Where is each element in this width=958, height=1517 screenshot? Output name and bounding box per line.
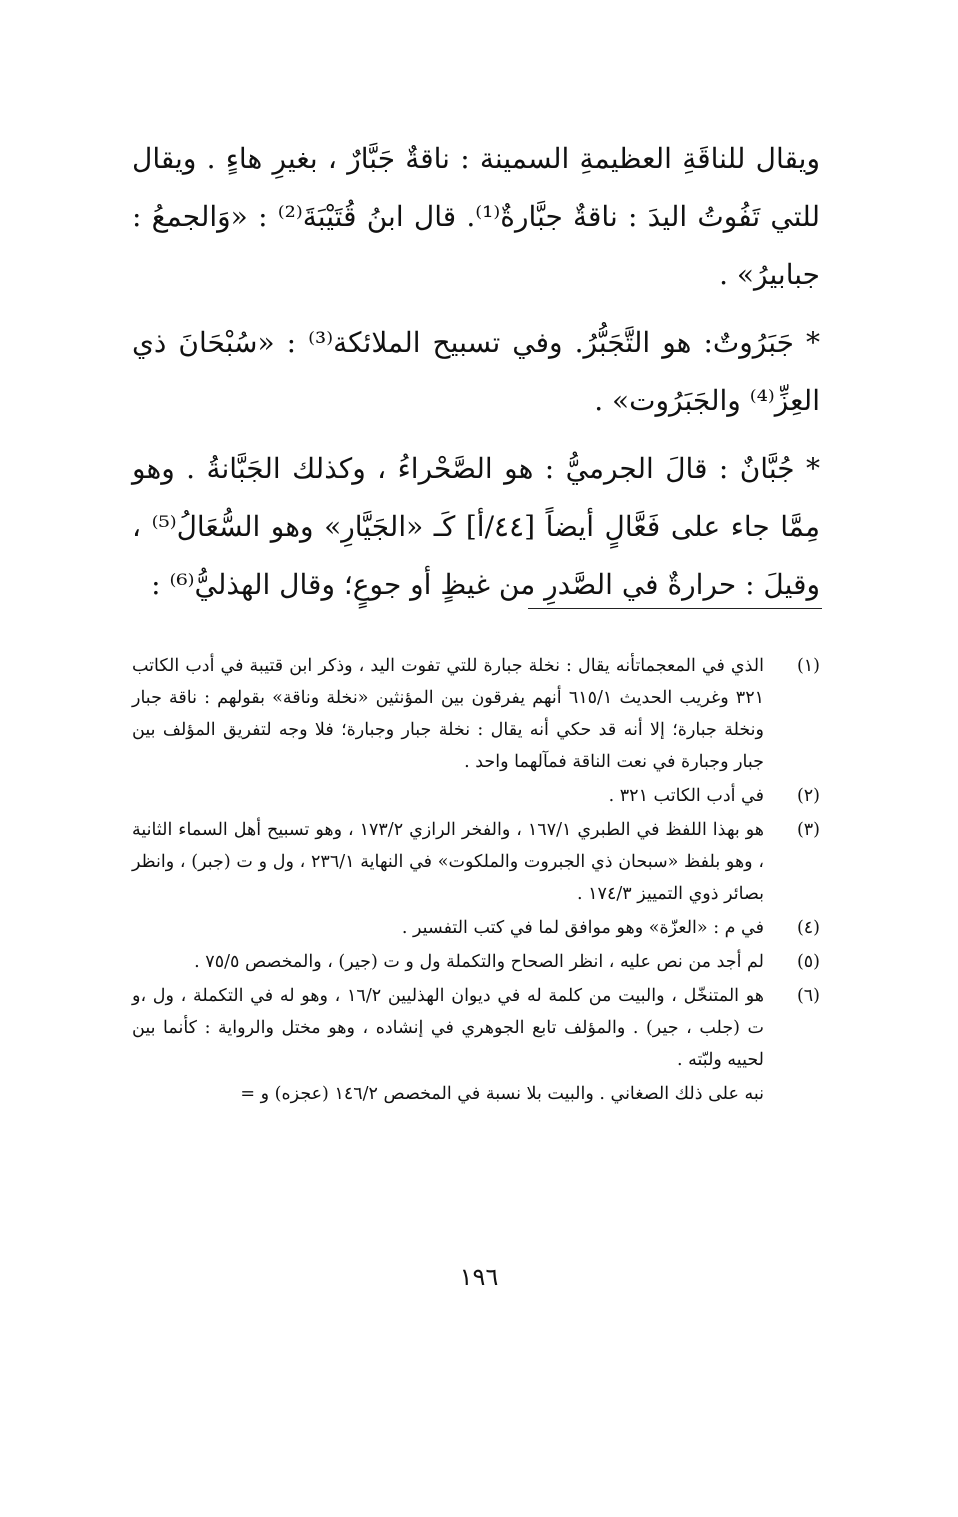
paragraph-jabbar: ويقال للناقَةِ العظيمةِ السمينة : ناقةٌ جَبَّارٌ ، بغيرِ هاءٍ . ويقال للتي تَفُوتُ اليدَ : ناقةٌ جبَّارةٌ⁽¹⁾. قال ابنُ قُتَيْبَةَ⁽²⁾ : «وَالجمعُ : جبابيرُ» . (132, 142, 821, 291)
footnote-number: (٤) (796, 918, 820, 938)
footnote (132, 650, 820, 778)
footnotes (132, 650, 820, 1112)
footnote (132, 946, 820, 978)
footnote-text: هو بهذا اللفظ في الطبري ١٦٧/١ ، والفخر الرازي ١٧٣/٢ ، وهو تسبيح أهل السماء الثانية ، وهو بلفظ «سبحان ذي الجبروت والملكوت» في النهاية ٢٣٦/١ ، ول و ت (جبر) ، وانظر بصائر ذوي التمييز ١٧٤/٣ . (132, 820, 764, 904)
footnote-text: في أدب الكاتب ٣٢١ . (608, 786, 764, 806)
page-number: ١٩٦ (459, 1263, 499, 1291)
footnote-continuation (132, 1078, 820, 1110)
footnote-number: (٦) (796, 986, 820, 1006)
footnote-number: (٣) (796, 820, 820, 840)
footnote-text: لم أجد من نص عليه ، انظر الصحاح والتكملة ول و ت (جير) ، والمخصص ٧٥/٥ . (194, 952, 764, 972)
footnote-text: هو المتنخّل ، والبيت من كلمة له في ديوان الهذليين ١٦/٢ ، وهو له في التكملة ، ول ،و ت (جلب ، جير) . والمؤلف تابع الجوهري في إنشاده ، وهو مختل والرواية : كأنما بين لحييه ولبّته . (132, 986, 764, 1070)
footnote (132, 980, 820, 1076)
paragraph-jabarut: * جَبَرُوتٌ: هو التَّجَبُّرُ. وفي تسبيح الملائكة⁽³⁾ : «سُبْحَانَ ذي العِزِّ⁽⁴⁾ والجَبَرُوت» . (132, 326, 820, 417)
footnote (132, 912, 820, 944)
footnote-text: الذي في المعجماتأنه يقال : نخلة جبارة للتي تفوت اليد ، وذكر ابن قتيبة في أدب الكاتب ٣٢١ وغريب الحديث ٦١٥/١ أنهم يفرقون بين المؤنثين «نخلة وناقة» بقولهم : ناقة جبار ونخلة جبارة؛ إلا أنه قد حكي أنه يقال : نخلة جبار وجبارة؛ فلا وجه لتفريق المؤلف بين جبار وجبارة في نعت الناقة فمآلهما واحد . (132, 656, 764, 772)
footnote (132, 814, 820, 910)
footnote-number: (٢) (796, 786, 820, 806)
footnote-text: في م : «العزّة» وهو موافق لما في كتب التفسير . (401, 918, 764, 938)
footnote-separator (528, 608, 822, 609)
footnote-number: (١) (796, 656, 820, 676)
paragraph-jubban: * جُبَّانٌ : قالَ الجرميُّ : هو الصَّحْراءُ ، وكذلك الجَبَّانةُ . وهو مِمَّا جاء على فَعَّالٍ أيضاً [٤٤/أ] كَـ «الجَيَّارِ» وهو السُّعَالُ⁽⁵⁾ ، وقيلَ : حرارةٌ في الصَّدرِ من غيظٍ أو جوعٍ؛ وقال الهذليُّ⁽⁶⁾ : (132, 452, 820, 601)
footnote-number: (٥) (796, 952, 820, 972)
main-text (132, 130, 820, 618)
footnote-continuation-text: نبه على ذلك الصغاني . والبيت بلا نسبة في المخصص ١٤٦/٢ (عجزه) و = (240, 1084, 764, 1104)
footnote (132, 780, 820, 812)
